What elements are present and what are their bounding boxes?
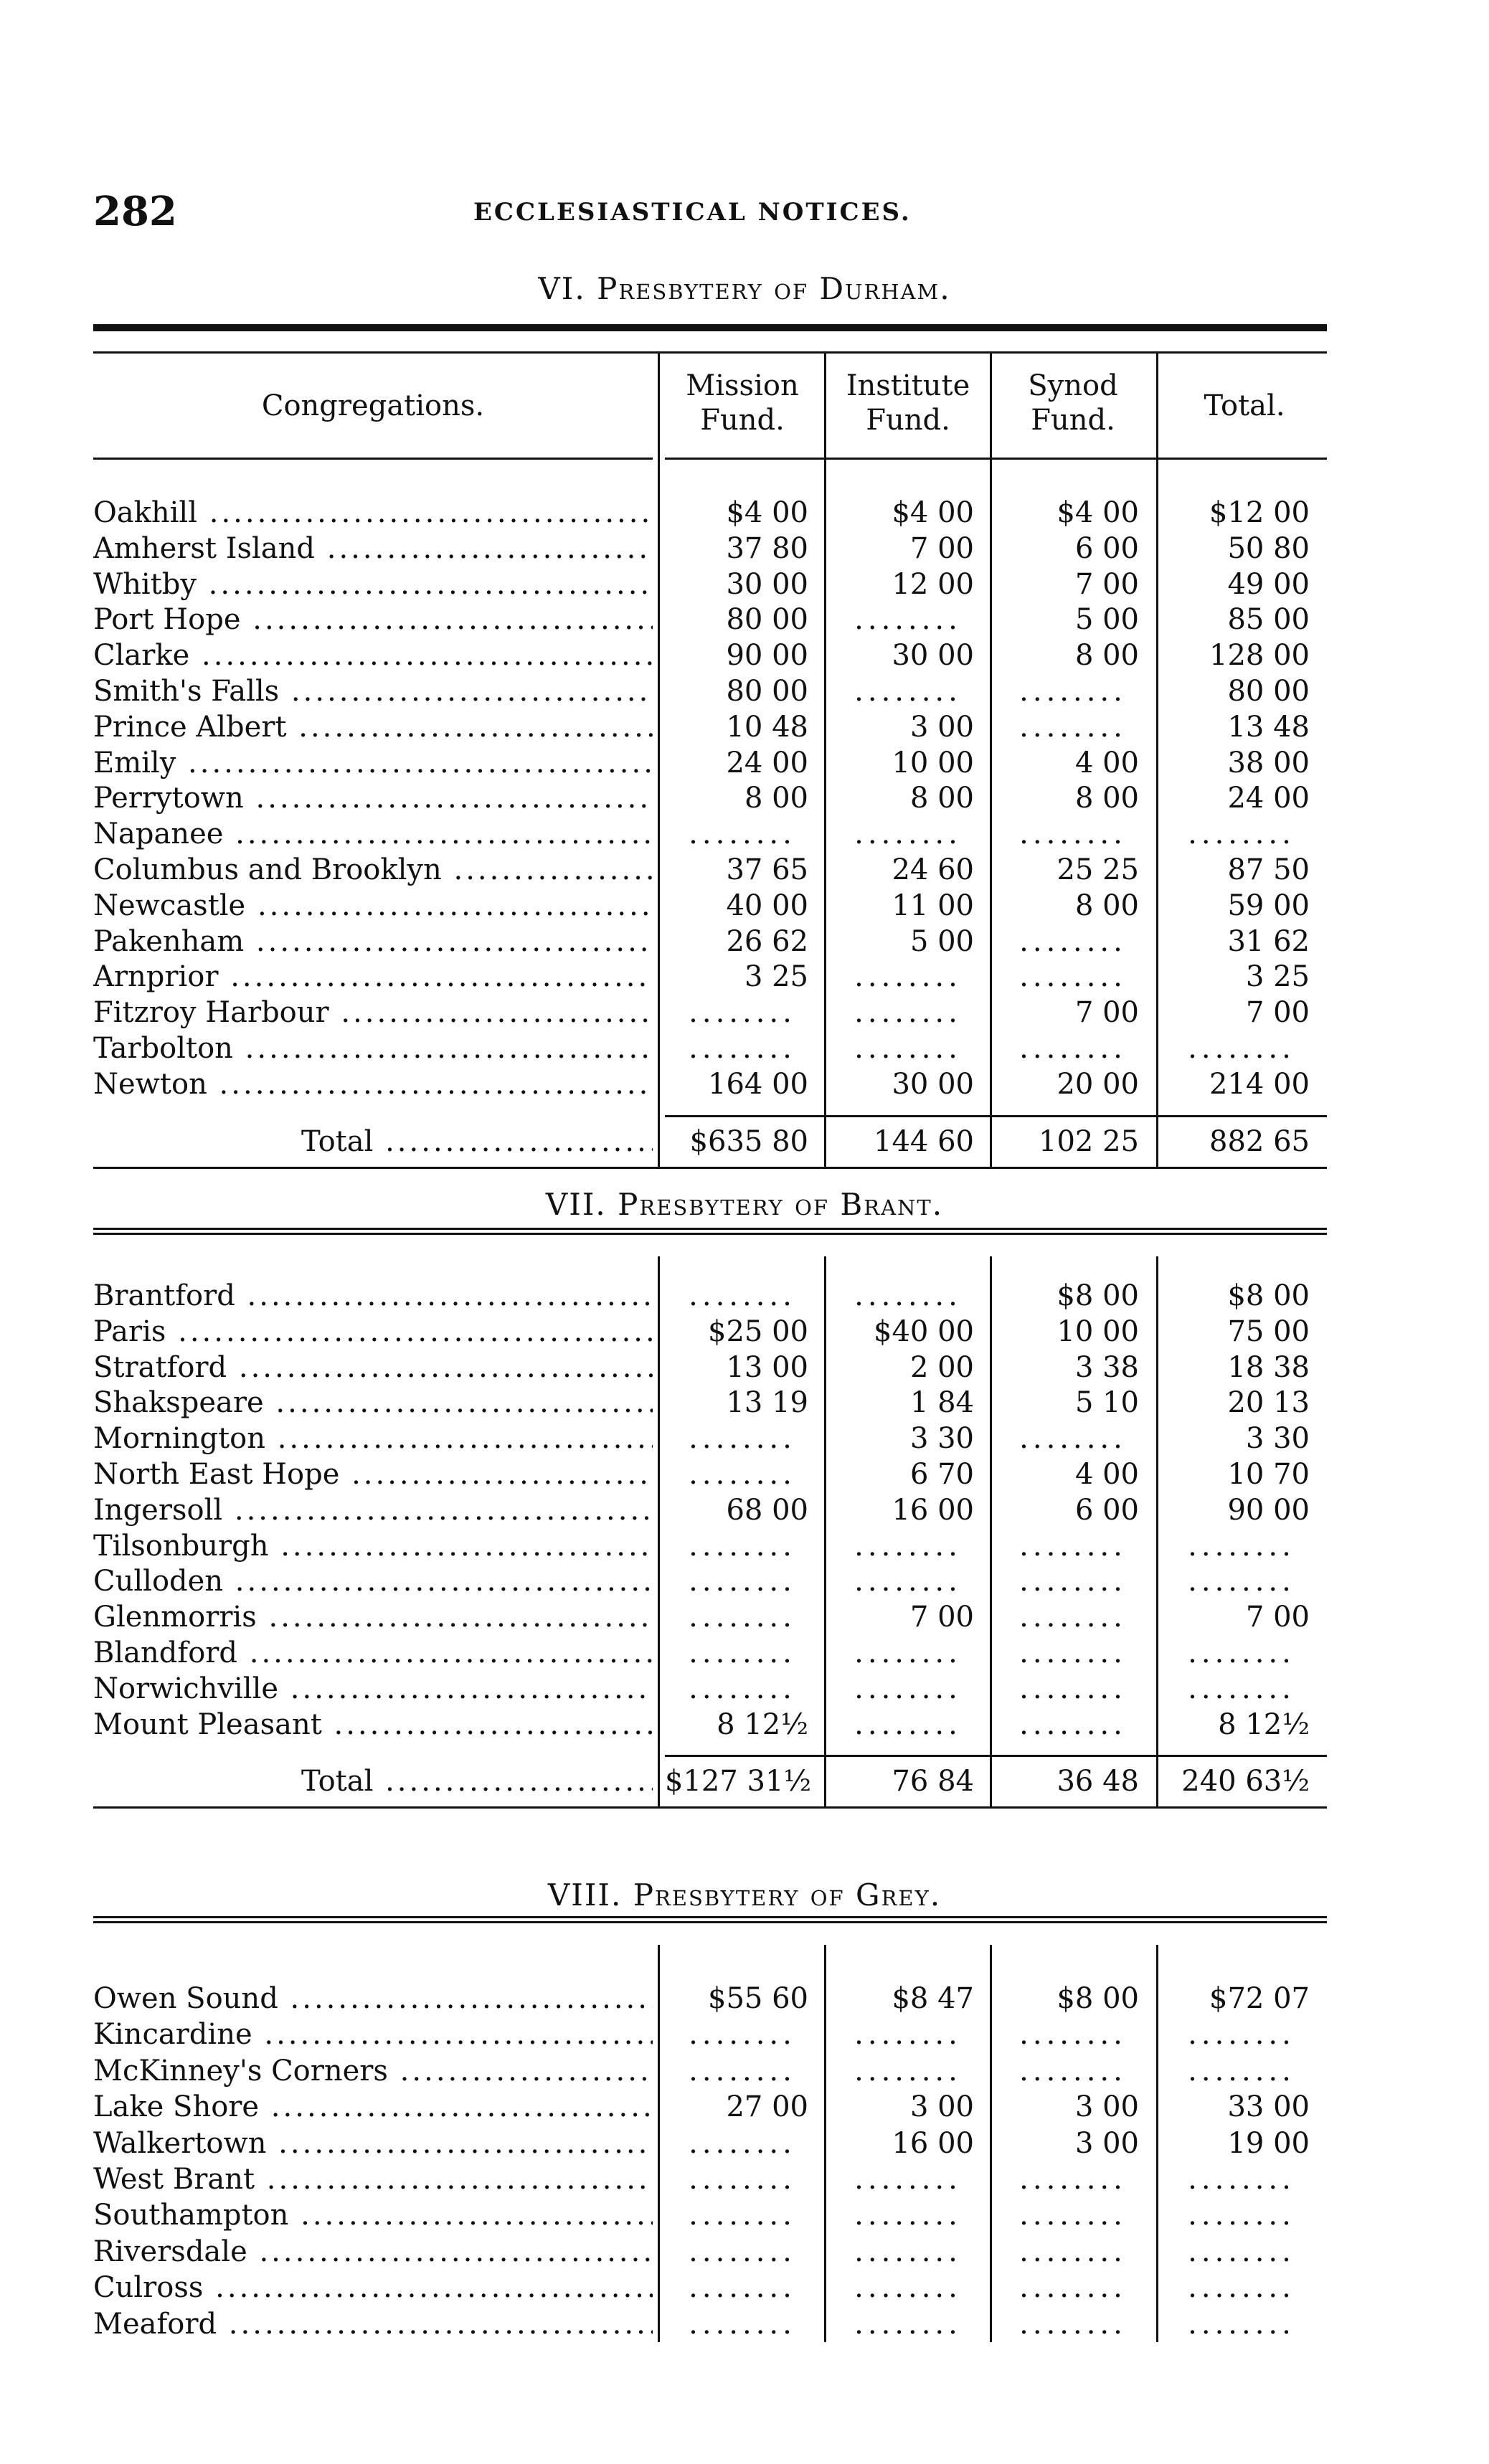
congregation-name: Whitby ..... [93, 567, 653, 602]
mission-fund-cell: ........ [689, 2271, 796, 2305]
institute-fund-cell: ........ [854, 2018, 962, 2052]
table-row [93, 1635, 1327, 1671]
mission-fund-cell: ........ [689, 1636, 796, 1669]
institute-fund-cell: 7 00 [909, 1601, 974, 1634]
institute-fund-cell: $40 00 [874, 1314, 974, 1348]
total-cell: 19 00 [1227, 2126, 1310, 2160]
mission-fund-cell: 26 62 [726, 924, 808, 958]
synod-fund-cell: ........ [1019, 1529, 1127, 1563]
synod-fund-cell: 8 00 [1074, 782, 1139, 815]
mission-fund-cell: ........ [689, 1032, 796, 1065]
total-cell: ........ [1188, 2307, 1295, 2341]
total-cell: ........ [1188, 2163, 1295, 2196]
total-cell: ........ [1188, 1672, 1295, 1705]
rule [93, 1806, 1327, 1809]
synod-fund-cell: ........ [1019, 1707, 1127, 1741]
institute-fund-cell: ........ [854, 996, 962, 1030]
total-cell: ........ [1188, 2054, 1295, 2088]
header-synod-fund: Synod Fund. [1028, 369, 1118, 437]
section-numeral: VI. [538, 271, 586, 306]
congregation-name: Tarbolton ..... [93, 1030, 653, 1066]
column-divider [824, 1945, 826, 2342]
total-mission-fund-cell: $127 31½ [665, 1765, 812, 1799]
total-cell: $8 00 [1227, 1279, 1310, 1312]
institute-fund-cell: ........ [854, 1529, 962, 1563]
table-row [93, 2197, 1327, 2233]
institute-fund-cell: ........ [854, 1707, 962, 1741]
synod-fund-cell: 6 00 [1074, 531, 1139, 565]
synod-fund-cell: ........ [1019, 2054, 1127, 2088]
mission-fund-cell: ........ [689, 2199, 796, 2232]
table-row [93, 673, 1327, 709]
synod-fund-cell: 25 25 [1057, 853, 1139, 886]
section-numeral: VIII. [547, 1877, 623, 1913]
mission-fund-cell: 27 00 [726, 2090, 808, 2124]
synod-fund-cell: 7 00 [1074, 567, 1139, 601]
header-institute-fund: Institute Fund. [846, 369, 970, 437]
table-row [93, 1492, 1327, 1528]
synod-fund-cell: ........ [1019, 675, 1127, 708]
congregation-name: Oakhill ..... [93, 495, 653, 531]
total-cell: 214 00 [1209, 1067, 1310, 1101]
congregation-name: Culloden ..... [93, 1563, 653, 1599]
page-number: 282 [93, 188, 177, 235]
congregation-name: Columbus and Brooklyn ..... [93, 852, 653, 888]
synod-fund-cell: ........ [1019, 960, 1127, 994]
table-row [93, 1314, 1327, 1350]
rule [93, 1916, 1327, 1923]
table-row [93, 2270, 1327, 2306]
table-row [93, 852, 1327, 888]
total-cell: 75 00 [1227, 1314, 1310, 1348]
table-brant [93, 1228, 1327, 1873]
rule [93, 1228, 1327, 1235]
congregation-name: Kincardine ..... [93, 2017, 653, 2052]
mission-fund-cell: 37 65 [726, 853, 808, 886]
institute-fund-cell: 6 70 [909, 1458, 974, 1491]
total-cell: 80 00 [1227, 675, 1310, 708]
total-cell: 24 00 [1227, 782, 1310, 815]
mission-fund-cell: 13 19 [726, 1386, 808, 1420]
synod-fund-cell: 5 10 [1074, 1386, 1139, 1420]
synod-fund-cell: 3 00 [1074, 2090, 1139, 2124]
congregation-name: Walkertown ..... [93, 2126, 653, 2161]
institute-fund-cell: ........ [854, 2235, 962, 2268]
institute-fund-cell: ........ [854, 603, 962, 637]
total-mission-fund-cell: $635 80 [689, 1124, 808, 1158]
section-heading: Presbytery of Grey. [633, 1877, 942, 1913]
synod-fund-cell: ........ [1019, 1636, 1127, 1669]
section-heading: Presbytery of Brant. [618, 1187, 944, 1222]
mission-fund-cell: $55 60 [708, 1982, 808, 2015]
congregation-name: McKinney's Corners ..... [93, 2053, 653, 2089]
mission-fund-cell: ........ [689, 1529, 796, 1563]
table-row [93, 2017, 1327, 2052]
congregation-name: Port Hope ..... [93, 602, 653, 638]
section-title-brant [0, 1187, 1489, 1222]
total-cell: 18 38 [1227, 1350, 1310, 1384]
total-cell: 3 25 [1245, 960, 1310, 994]
total-synod-fund-cell: 102 25 [1039, 1124, 1139, 1158]
total-cell: ........ [1188, 1636, 1295, 1669]
mission-fund-cell: ........ [689, 2018, 796, 2052]
column-divider [1156, 353, 1158, 1167]
congregation-name: Napanee ..... [93, 816, 653, 852]
mission-fund-cell: 10 48 [726, 710, 808, 744]
total-cell: 90 00 [1227, 1493, 1310, 1527]
mission-fund-cell: ........ [689, 818, 796, 851]
column-divider [658, 353, 660, 1167]
congregation-name: Blandford ..... [93, 1635, 653, 1671]
total-cell: 128 00 [1209, 639, 1310, 673]
table-row [93, 1278, 1327, 1314]
total-cell: 8 12½ [1218, 1707, 1310, 1741]
congregation-name: Smith's Falls ..... [93, 673, 653, 709]
table-row [93, 1030, 1327, 1066]
mission-fund-cell: $25 00 [708, 1314, 808, 1348]
section-title-grey [0, 1877, 1489, 1913]
table-row [93, 1421, 1327, 1456]
total-label: Total ..... [301, 1124, 653, 1160]
table-row [93, 2126, 1327, 2161]
synod-fund-cell: ........ [1019, 2018, 1127, 2052]
institute-fund-cell: ........ [854, 675, 962, 708]
congregation-name: Pakenham ..... [93, 924, 653, 959]
synod-fund-cell: ........ [1019, 2307, 1127, 2341]
institute-fund-cell: ........ [854, 1032, 962, 1065]
synod-fund-cell: $8 00 [1057, 1982, 1139, 2015]
synod-fund-cell: ........ [1019, 1601, 1127, 1634]
congregation-name: Stratford ..... [93, 1350, 653, 1385]
mission-fund-cell: ........ [689, 2235, 796, 2268]
mission-fund-cell: 90 00 [726, 639, 808, 673]
table-row [93, 1528, 1327, 1564]
total-cell: ........ [1188, 1565, 1295, 1598]
total-cell: 10 70 [1227, 1458, 1310, 1491]
total-cell: 49 00 [1227, 567, 1310, 601]
table-row [93, 1456, 1327, 1492]
mission-fund-cell: ........ [689, 1279, 796, 1312]
total-cell: $12 00 [1209, 496, 1310, 529]
synod-fund-cell: ........ [1019, 818, 1127, 851]
synod-fund-cell: 4 00 [1074, 746, 1139, 780]
institute-fund-cell: 16 00 [892, 1493, 974, 1527]
institute-fund-cell: 8 00 [909, 782, 974, 815]
congregation-name: Fitzroy Harbour ..... [93, 995, 653, 1030]
total-institute-fund-cell: 144 60 [874, 1124, 974, 1158]
total-cell: 3 30 [1245, 1422, 1310, 1456]
table-row [93, 602, 1327, 638]
congregation-name: Lake Shore ..... [93, 2089, 653, 2125]
congregation-name: Southampton ..... [93, 2197, 653, 2233]
congregation-name: Newton ..... [93, 1066, 653, 1102]
mission-fund-cell: ........ [689, 1458, 796, 1491]
institute-fund-cell: ........ [854, 2054, 962, 2088]
synod-fund-cell: 7 00 [1074, 996, 1139, 1030]
table-row [93, 1563, 1327, 1599]
congregation-name: Paris ..... [93, 1314, 653, 1350]
congregation-name: Brantford ..... [93, 1278, 653, 1314]
mission-fund-cell: 37 80 [726, 531, 808, 565]
congregation-name: Prince Albert ..... [93, 709, 653, 745]
total-total-cell: 882 65 [1209, 1124, 1310, 1158]
column-divider [1156, 1945, 1158, 2342]
table-row [93, 709, 1327, 745]
synod-fund-cell: ........ [1019, 924, 1127, 958]
congregation-name: Ingersoll ..... [93, 1492, 653, 1528]
congregation-name: Mornington ..... [93, 1421, 653, 1456]
table-row [93, 1385, 1327, 1421]
column-divider [990, 353, 992, 1167]
table-row [93, 495, 1327, 531]
mission-fund-cell: ........ [689, 1565, 796, 1598]
institute-fund-cell: ........ [854, 2163, 962, 2196]
mission-fund-cell: 80 00 [726, 675, 808, 708]
institute-fund-cell: 2 00 [909, 1350, 974, 1384]
congregation-name: Newcastle ..... [93, 888, 653, 924]
congregation-name: Amherst Island ..... [93, 531, 653, 567]
synod-fund-cell: 8 00 [1074, 639, 1139, 673]
synod-fund-cell: 8 00 [1074, 889, 1139, 922]
mission-fund-cell: $4 00 [726, 496, 808, 529]
table-row [93, 995, 1327, 1030]
institute-fund-cell: 7 00 [909, 531, 974, 565]
synod-fund-cell: ........ [1019, 1565, 1127, 1598]
institute-fund-cell: 30 00 [892, 1067, 974, 1101]
running-head: ECCLESIASTICAL NOTICES. [473, 198, 912, 227]
institute-fund-cell: $4 00 [892, 496, 974, 529]
table-row [93, 888, 1327, 924]
mission-fund-cell: ........ [689, 2054, 796, 2088]
mission-fund-cell: ........ [689, 2307, 796, 2341]
rule [665, 458, 1327, 460]
table-row [93, 638, 1327, 673]
table-row [93, 2161, 1327, 2197]
total-cell: 59 00 [1227, 889, 1310, 922]
institute-fund-cell: ........ [854, 2271, 962, 2305]
synod-fund-cell: 3 00 [1074, 2126, 1139, 2160]
congregation-name: Riversdale ..... [93, 2234, 653, 2270]
header-congregations: Congregations. [261, 389, 485, 422]
institute-fund-cell: ........ [854, 818, 962, 851]
synod-fund-cell: ........ [1019, 2163, 1127, 2196]
institute-fund-cell: ........ [854, 2199, 962, 2232]
table-row [93, 780, 1327, 816]
rule [665, 1115, 1327, 1117]
total-cell: 31 62 [1227, 924, 1310, 958]
table-row [93, 531, 1327, 567]
synod-fund-cell: ........ [1019, 710, 1127, 744]
synod-fund-cell: ........ [1019, 1422, 1127, 1456]
total-cell: 13 48 [1227, 710, 1310, 744]
table-row [93, 1599, 1327, 1635]
table-row [93, 567, 1327, 602]
rule [93, 458, 653, 460]
congregation-name: Owen Sound ..... [93, 1981, 653, 2017]
total-row [93, 1763, 1327, 1799]
rule [93, 351, 1327, 354]
total-cell: ........ [1188, 1529, 1295, 1563]
rule [93, 324, 1327, 331]
mission-fund-cell: 3 25 [744, 960, 808, 994]
synod-fund-cell: 4 00 [1074, 1458, 1139, 1491]
institute-fund-cell: 3 00 [909, 710, 974, 744]
congregation-name: Perrytown ..... [93, 780, 653, 816]
institute-fund-cell: ........ [854, 1565, 962, 1598]
total-cell: 20 13 [1227, 1386, 1310, 1420]
table-row [93, 924, 1327, 959]
congregation-name: Emily ..... [93, 745, 653, 781]
column-divider [824, 353, 826, 1167]
congregation-name: Norwichville ..... [93, 1671, 653, 1707]
institute-fund-cell: 12 00 [892, 567, 974, 601]
institute-fund-cell: ........ [854, 1279, 962, 1312]
column-divider [1156, 1256, 1158, 1806]
congregation-name: North East Hope ..... [93, 1456, 653, 1492]
mission-fund-cell: 13 00 [726, 1350, 808, 1384]
table-row [93, 959, 1327, 995]
mission-fund-cell: ........ [689, 2126, 796, 2160]
total-cell: 7 00 [1245, 996, 1310, 1030]
institute-fund-cell: 24 60 [892, 853, 974, 886]
column-divider [824, 1256, 826, 1806]
institute-fund-cell: ........ [854, 1636, 962, 1669]
congregation-name: Tilsonburgh ..... [93, 1528, 653, 1564]
mission-fund-cell: 24 00 [726, 746, 808, 780]
header-total: Total. [1204, 389, 1285, 422]
section-title-durham [0, 271, 1489, 306]
mission-fund-cell: 8 00 [744, 782, 808, 815]
synod-fund-cell: ........ [1019, 2199, 1127, 2232]
institute-fund-cell: $8 47 [892, 1982, 974, 2015]
institute-fund-cell: 3 00 [909, 2090, 974, 2124]
total-cell: 87 50 [1227, 853, 1310, 886]
synod-fund-cell: ........ [1019, 1672, 1127, 1705]
total-cell: ........ [1188, 2199, 1295, 2232]
synod-fund-cell: 10 00 [1057, 1314, 1139, 1348]
mission-fund-cell: ........ [689, 1672, 796, 1705]
synod-fund-cell: ........ [1019, 2235, 1127, 2268]
institute-fund-cell: 16 00 [892, 2126, 974, 2160]
mission-fund-cell: 40 00 [726, 889, 808, 922]
congregation-name: Meaford ..... [93, 2306, 653, 2342]
total-synod-fund-cell: 36 48 [1057, 1765, 1139, 1799]
section-numeral: VII. [545, 1187, 607, 1222]
institute-fund-cell: 1 84 [909, 1386, 974, 1420]
table-row [93, 1066, 1327, 1102]
total-cell: 33 00 [1227, 2090, 1310, 2124]
rule [93, 1167, 1327, 1169]
synod-fund-cell: $4 00 [1057, 496, 1139, 529]
congregation-name: West Brant ..... [93, 2161, 653, 2197]
rule [665, 1755, 1327, 1757]
table-row [93, 1350, 1327, 1385]
table-row [93, 2053, 1327, 2089]
header-mission-fund: Mission Fund. [686, 369, 799, 437]
mission-fund-cell: ........ [689, 2163, 796, 2196]
congregation-name: Arnprior ..... [93, 959, 653, 995]
table-durham [93, 324, 1327, 1185]
total-cell: ........ [1188, 2018, 1295, 2052]
synod-fund-cell: 6 00 [1074, 1493, 1139, 1527]
institute-fund-cell: 5 00 [909, 924, 974, 958]
total-cell: ........ [1188, 2271, 1295, 2305]
total-cell: 7 00 [1245, 1601, 1310, 1634]
synod-fund-cell: 5 00 [1074, 603, 1139, 637]
table-row [93, 2234, 1327, 2270]
column-divider [658, 1256, 660, 1806]
mission-fund-cell: ........ [689, 996, 796, 1030]
total-cell: ........ [1188, 2235, 1295, 2268]
synod-fund-cell: 20 00 [1057, 1067, 1139, 1101]
column-divider [990, 1945, 992, 2342]
total-total-cell: 240 63½ [1181, 1765, 1310, 1799]
total-cell: 50 80 [1227, 531, 1310, 565]
table-row [93, 745, 1327, 781]
total-cell: ........ [1188, 818, 1295, 851]
mission-fund-cell: 68 00 [726, 1493, 808, 1527]
table-row [93, 1707, 1327, 1743]
mission-fund-cell: 30 00 [726, 567, 808, 601]
institute-fund-cell: 10 00 [892, 746, 974, 780]
synod-fund-cell: ........ [1019, 2271, 1127, 2305]
mission-fund-cell: 164 00 [708, 1067, 808, 1101]
institute-fund-cell: 30 00 [892, 639, 974, 673]
institute-fund-cell: 3 30 [909, 1422, 974, 1456]
column-divider [990, 1256, 992, 1806]
total-cell: 85 00 [1227, 603, 1310, 637]
total-cell: ........ [1188, 1032, 1295, 1065]
institute-fund-cell: ........ [854, 2307, 962, 2341]
mission-fund-cell: ........ [689, 1601, 796, 1634]
table-row [93, 816, 1327, 852]
table-row [93, 1981, 1327, 2017]
synod-fund-cell: $8 00 [1057, 1279, 1139, 1312]
synod-fund-cell: 3 38 [1074, 1350, 1139, 1384]
congregation-name: Clarke ..... [93, 638, 653, 673]
institute-fund-cell: ........ [854, 1672, 962, 1705]
total-row [93, 1124, 1327, 1160]
congregation-name: Mount Pleasant ..... [93, 1707, 653, 1743]
mission-fund-cell: ........ [689, 1422, 796, 1456]
column-divider [658, 1945, 660, 2342]
section-heading: Presbytery of Durham. [597, 271, 951, 306]
synod-fund-cell: ........ [1019, 1032, 1127, 1065]
table-row [93, 2306, 1327, 2342]
institute-fund-cell: 11 00 [892, 889, 974, 922]
page-header [93, 188, 1327, 245]
congregation-name: Shakspeare ..... [93, 1385, 653, 1421]
total-cell: $72 07 [1209, 1982, 1310, 2015]
table-row [93, 2089, 1327, 2125]
total-institute-fund-cell: 76 84 [892, 1765, 974, 1799]
mission-fund-cell: 8 12½ [717, 1707, 808, 1741]
mission-fund-cell: 80 00 [726, 603, 808, 637]
table-grey [93, 1916, 1327, 2346]
institute-fund-cell: ........ [854, 960, 962, 994]
table-row [93, 1671, 1327, 1707]
total-label: Total ..... [301, 1763, 653, 1799]
congregation-name: Glenmorris ..... [93, 1599, 653, 1635]
congregation-name: Culross ..... [93, 2270, 653, 2306]
total-cell: 38 00 [1227, 746, 1310, 780]
